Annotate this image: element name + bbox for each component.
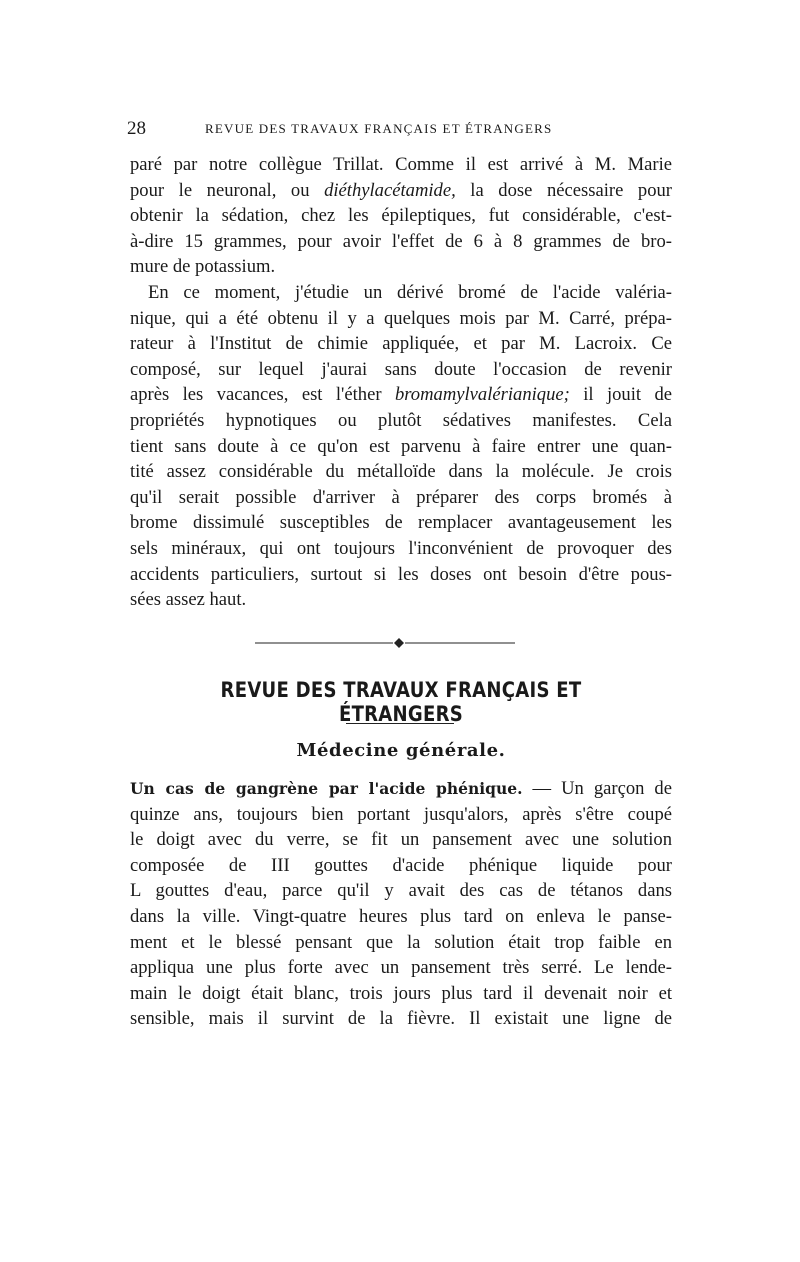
text-line: dans la ville. Vingt-quatre heures plus tard on enleva le panse- xyxy=(130,905,672,927)
page-number: 28 xyxy=(127,118,146,139)
italic-term: diéthylacétamide, xyxy=(324,179,456,201)
text-run: la dose nécessaire pour xyxy=(455,179,672,201)
text-line: main le doigt était blanc, trois jours plus tard il devenait noir et xyxy=(130,982,672,1004)
italic-term: bromamylvalérianique; xyxy=(394,384,570,406)
text-line: sensible, mais il survint de la fièvre. Il existait une ligne de xyxy=(130,1008,672,1030)
text-line: propriétés hypnotiques ou plutôt sédatives manifestes. Cela xyxy=(130,409,672,431)
text-line xyxy=(130,776,672,802)
text-line: ment et le blessé pensant que la solution était trop faible en xyxy=(130,931,672,953)
text-line: nique, qui a été obtenu il y a quelques mois par M. Carré, prépa- xyxy=(130,307,672,329)
text-line: tient sans doute à ce qu'on est parvenu à faire entrer une quan- xyxy=(130,435,672,457)
text-line: rateur à l'Institut de chimie appliquée, et par M. Lacroix. Ce xyxy=(130,333,672,355)
article-lead: Un cas de gangrène par l'acide phénique. xyxy=(130,779,523,798)
text-line: à-dire 15 grammes, pour avoir l'effet de 6 à 8 grammes de bro- xyxy=(130,230,672,252)
text-line: paré par notre collègue Trillat. Comme il est arrivé à M. Marie xyxy=(130,154,672,175)
text-line: obtenir la sédation, chez les épileptiques, fut considérable, c'est- xyxy=(130,205,672,227)
text-run: après les vacances, est l'éther xyxy=(130,384,395,406)
text-line: tité assez considérable du métalloïde dans la molécule. Je crois xyxy=(130,461,672,483)
text-line: mure de potassium. xyxy=(130,256,276,278)
text-line: le doigt avec du verre, se fit un pansement avec une solution xyxy=(130,829,672,851)
paragraph-2 xyxy=(130,280,672,613)
text-line: brome dissimulé susceptibles de remplacer avantageusement les xyxy=(130,512,672,534)
text-line: accidents particuliers, surtout si les doses ont besoin d'être pous- xyxy=(130,563,672,585)
paragraph-3 xyxy=(130,776,672,1032)
text-line: sels minéraux, qui ont toujours l'inconvénient de provoquer des xyxy=(130,537,672,559)
paragraph-1 xyxy=(130,152,672,280)
section-heading: REVUE DES TRAVAUX FRANÇAIS ET ÉTRANGERS xyxy=(220,678,582,726)
text-line xyxy=(130,382,672,408)
text-run: il jouit de xyxy=(569,384,673,406)
text-line: qu'il serait possible d'arriver à préparer des corps bromés à xyxy=(130,486,672,508)
text-line: appliqua une plus forte avec un pansement très serré. Le lende- xyxy=(130,957,672,979)
heading-rule xyxy=(346,723,454,724)
text-line: composée de III gouttes d'acide phénique liquide pour xyxy=(130,854,672,876)
text-run: — Un garçon de xyxy=(522,778,672,799)
text-run: pour le neuronal, ou xyxy=(130,179,325,201)
ornamental-rule xyxy=(255,638,515,648)
running-title: REVUE DES TRAVAUX FRANÇAIS ET ÉTRANGERS xyxy=(205,121,553,136)
text-line: En ce moment, j'étudie un dérivé bromé de l'acide valéria- xyxy=(148,282,672,303)
sub-heading: Médecine générale. xyxy=(296,740,506,761)
text-line: L gouttes d'eau, parce qu'il y avait des cas de tétanos dans xyxy=(130,880,672,902)
text-line: composé, sur lequel j'aurai sans doute l'occasion de revenir xyxy=(130,358,672,380)
text-line: sées assez haut. xyxy=(130,589,247,611)
text-line: quinze ans, toujours bien portant jusqu'alors, après s'être coupé xyxy=(130,803,672,825)
running-head xyxy=(127,118,673,142)
text-line xyxy=(130,178,672,204)
